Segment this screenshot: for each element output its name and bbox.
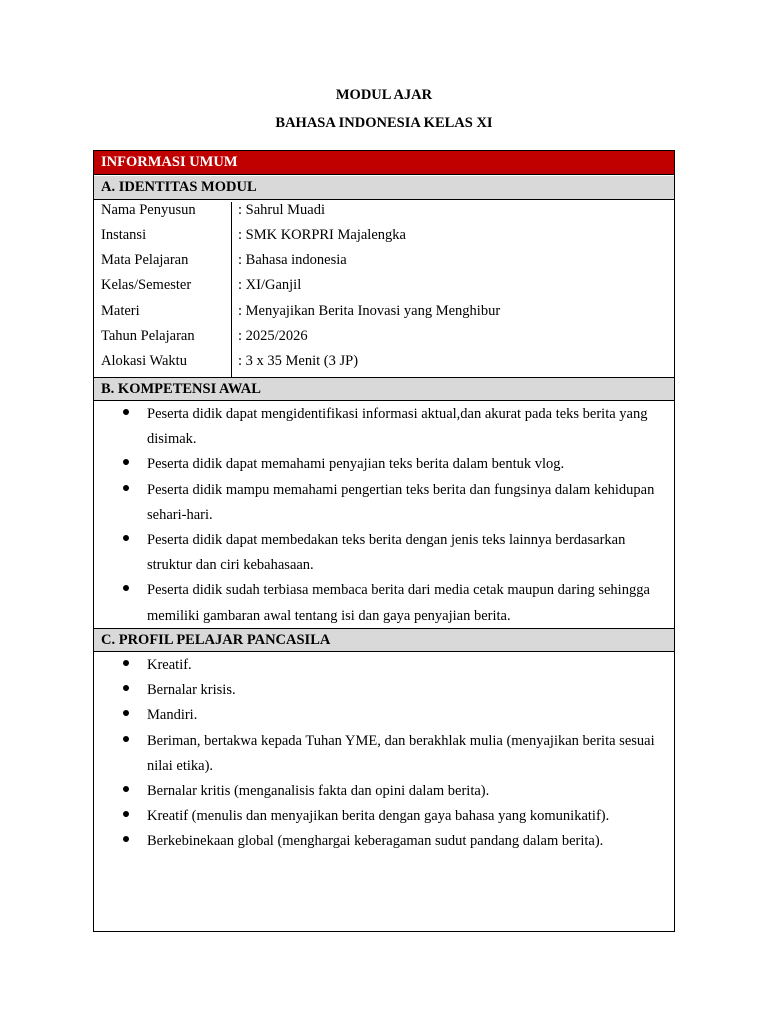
profile-header: C. PROFIL PELAJAR PANCASILA [94,628,674,652]
list-item-text: Peserta didik dapat memahami penyajian teks berita dalam bentuk vlog. [147,456,565,473]
list-item-text: Bernalar kritis (menganalisis fakta dan opini dalam berita). [147,783,490,800]
list-item-text: Peserta didik mampu memahami pengertian teks berita dan fungsinya dalam kehidupan sehari-hari. [147,481,655,523]
identity-row [94,227,674,252]
list-item [94,528,674,578]
bullet-icon [123,585,129,591]
identity-value: : Menyajikan Berita Inovasi yang Menghibur [238,303,501,319]
identity-label: Alokasi Waktu [101,353,187,369]
identity-row [94,303,674,328]
identity-row [94,202,674,227]
bullet-icon [123,485,129,491]
identity-value: : Sahrul Muadi [238,202,325,218]
identity-row [94,353,674,378]
bullet-icon [123,736,129,742]
bullet-icon [123,535,129,541]
list-item [94,478,674,528]
identity-value: : SMK KORPRI Majalengka [238,227,406,243]
identity-value: : XI/Ganjil [238,277,302,293]
list-item [94,779,674,804]
identity-value: : 2025/2026 [238,328,308,344]
bullet-icon [123,710,129,716]
list-item-text: Kreatif (menulis dan menyajikan berita dengan gaya bahasa yang komunikatif). [147,808,610,825]
identity-label: Kelas/Semester [101,277,192,293]
list-item-text: Mandiri. [147,707,198,724]
info-header: INFORMASI UMUM [94,151,674,175]
bullet-icon [123,459,129,465]
bullet-icon [123,836,129,842]
profile-list [94,653,674,855]
list-item [94,804,674,829]
module-table [93,150,675,932]
list-item [94,703,674,728]
identity-row [94,252,674,277]
page-title: MODUL AJAR [335,87,433,103]
list-item-text: Beriman, bertakwa kepada Tuhan YME, dan berakhlak mulia (menyajikan berita sesuai nilai etika). [147,732,655,774]
list-item [94,729,674,779]
identity-row [94,277,674,302]
identity-value: : Bahasa indonesia [238,252,347,268]
competence-list [94,402,674,629]
identity-table [94,202,674,377]
identity-label: Materi [101,303,140,319]
identity-label: Nama Penyusun [101,202,196,218]
identity-row [94,328,674,353]
bullet-icon [123,409,129,415]
list-item-text: Berkebinekaan global (menghargai keberagaman sudut pandang dalam berita). [147,833,604,850]
list-item-text: Peserta didik dapat mengidentifikasi informasi aktual,dan akurat pada teks berita yang disimak. [147,406,648,448]
identity-header: A. IDENTITAS MODUL [94,176,674,200]
list-item-text: Peserta didik sudah terbiasa membaca berita dari media cetak maupun daring sehingga memiliki gambaran awal tentang isi dan gaya penyajian berita. [147,582,650,624]
list-item [94,578,674,628]
identity-label: Instansi [101,227,147,243]
list-item [94,653,674,678]
bullet-icon [123,685,129,691]
bullet-icon [123,811,129,817]
page-subtitle: BAHASA INDONESIA KELAS XI [275,115,493,131]
bullet-icon [123,786,129,792]
identity-label: Tahun Pelajaran [101,328,195,344]
identity-value: : 3 x 35 Menit (3 JP) [238,353,359,369]
list-item [94,452,674,477]
list-item-text: Kreatif. [147,657,192,673]
list-item [94,678,674,703]
list-item [94,402,674,452]
bullet-icon [123,660,129,666]
competence-header: B. KOMPETENSI AWAL [94,377,674,401]
identity-label: Mata Pelajaran [101,252,189,268]
list-item-text: Peserta didik dapat membedakan teks berita dengan jenis teks lainnya berdasarkan struktur dan ciri kebahasaan. [147,532,626,574]
list-item-text: Bernalar krisis. [147,682,236,699]
list-item [94,829,674,854]
